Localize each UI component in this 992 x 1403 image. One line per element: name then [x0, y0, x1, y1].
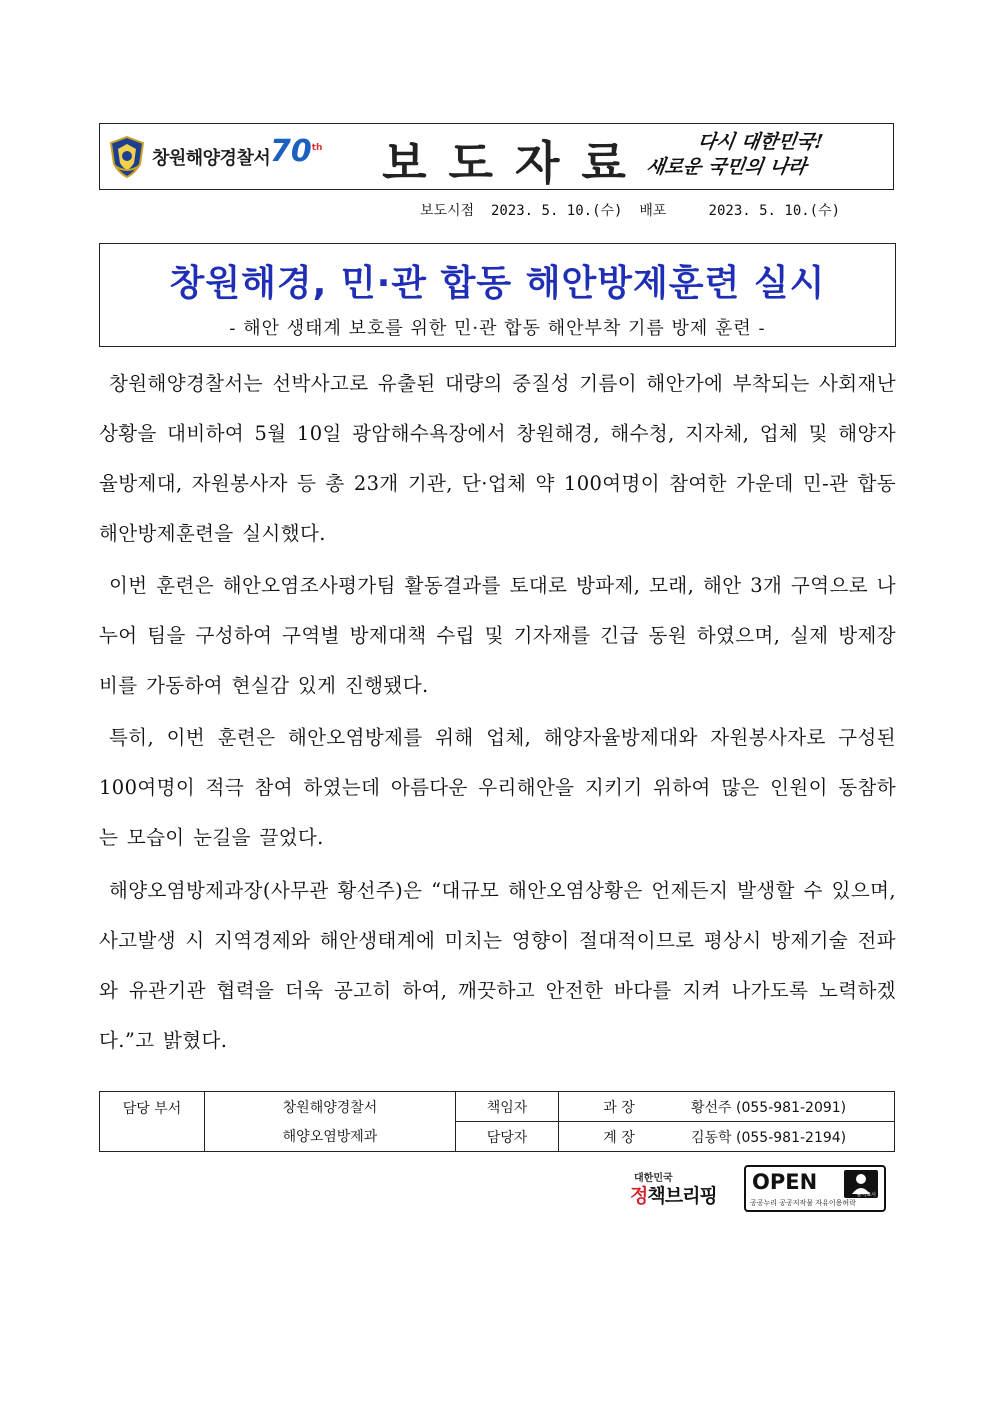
contact-role: 책임자: [456, 1092, 559, 1122]
policy-briefing-red: 정: [630, 1185, 648, 1207]
policy-briefing-rest: 책브리핑: [647, 1185, 717, 1207]
contact-name: 김동학 (055-981-2194): [679, 1122, 895, 1152]
contact-title: 계 장: [559, 1122, 680, 1152]
body-paragraph-3: [99, 713, 896, 863]
open-sub: 공공누리 공공저작물 자유이용허락: [750, 1199, 856, 1207]
policy-briefing-small: 대한민국: [634, 1173, 673, 1184]
paragraph-text: 이번 훈련은 해안오염조사평가팀 활동결과를 토대로 방파제, 모래, 해안 3개 구역으로 나누어 팀을 구성하여 구역별 방제대책 수립 및 기자재를 긴급 동원 하였으며, 실제 방제장비를 가동하여 현실감 있게 진행됐다.: [99, 574, 896, 697]
org-name: 창원해양경찰서: [152, 148, 271, 169]
kogl-open-badge: [744, 1165, 886, 1212]
paragraph-text: 특히, 이번 훈련은 해안오염방제를 위해 업체, 해양자율방제대와 자원봉사자로 구성된 100여명이 적극 참여 하였는데 아름다운 우리해안을 지키기 위하여 많은 인원이 동참하는 모습이 눈길을 끌었다.: [99, 726, 896, 849]
contact-title: 과 장: [559, 1092, 680, 1122]
policy-briefing-logo: [630, 1181, 717, 1208]
subheadline: - 해안 생태계 보호를 위한 민·관 합동 해안부착 기름 방제 훈련 -: [229, 318, 766, 339]
anniversary-suffix: th: [311, 143, 323, 153]
table-row: [100, 1092, 895, 1122]
body-paragraph-2: [99, 561, 896, 711]
dept-org: 창원해양경찰서: [205, 1092, 456, 1122]
open-text: OPEN: [752, 1170, 818, 1194]
contact-name: 황선주 (055-981-2091): [679, 1092, 895, 1122]
dept-division: 해양오염방제과: [205, 1122, 456, 1152]
footer-logos: [628, 1163, 888, 1215]
body-paragraph-1: [99, 359, 896, 559]
paragraph-text: 해양오염방제과장(사무관 황선주)은 “대규모 해안오염상황은 언제든지 발생할 수 있으며, 사고발생 시 지역경제와 해안생태계에 미치는 영향이 절대적이므로 평상시 방제기술 전파와 유관기관 협력을 더욱 공고히 하여, 깨끗하고 안전한 바다를 지켜 나가도록 노력하겠다.”고 밝혔다.: [99, 879, 896, 1052]
release-dates: 보도시점 2023. 5. 10.(수) 배포 2023. 5. 10.(수): [420, 203, 841, 219]
open-label: 출처표시: [856, 1192, 876, 1198]
press-header: [99, 123, 894, 190]
coast-guard-emblem-icon: [109, 136, 145, 178]
doc-type-title: 보도자료: [382, 136, 648, 190]
slogan: [644, 130, 881, 180]
headline-box: [99, 243, 896, 347]
table-row: [100, 1122, 895, 1152]
headline: 창원해경, 민·관 합동 해안방제훈련 실시: [169, 263, 826, 304]
slogan-line-2: 새로운 국민의 나라: [644, 156, 808, 178]
body-paragraph-4: [99, 866, 896, 1066]
contact-role: 담당자: [456, 1122, 559, 1152]
paragraph-text: 창원해양경찰서는 선박사고로 유출된 대량의 중질성 기름이 해안가에 부착되는 사회재난상황을 대비하여 5월 10일 광암해수욕장에서 창원해경, 해수청, 지자체, 업체 및 해양자율방제대, 자원봉사자 등 총 23개 기관, 단·업체 약 100여명이 참여한 가운데 민-관 합동 해안방제훈련을 실시했다.: [99, 372, 896, 545]
anniversary-logo: [270, 134, 322, 169]
slogan-line-1: 다시 대한민국!: [696, 131, 825, 153]
anniversary-number: 70: [270, 134, 312, 169]
contact-table: [99, 1091, 895, 1152]
dept-label: 담당 부서: [100, 1092, 205, 1152]
